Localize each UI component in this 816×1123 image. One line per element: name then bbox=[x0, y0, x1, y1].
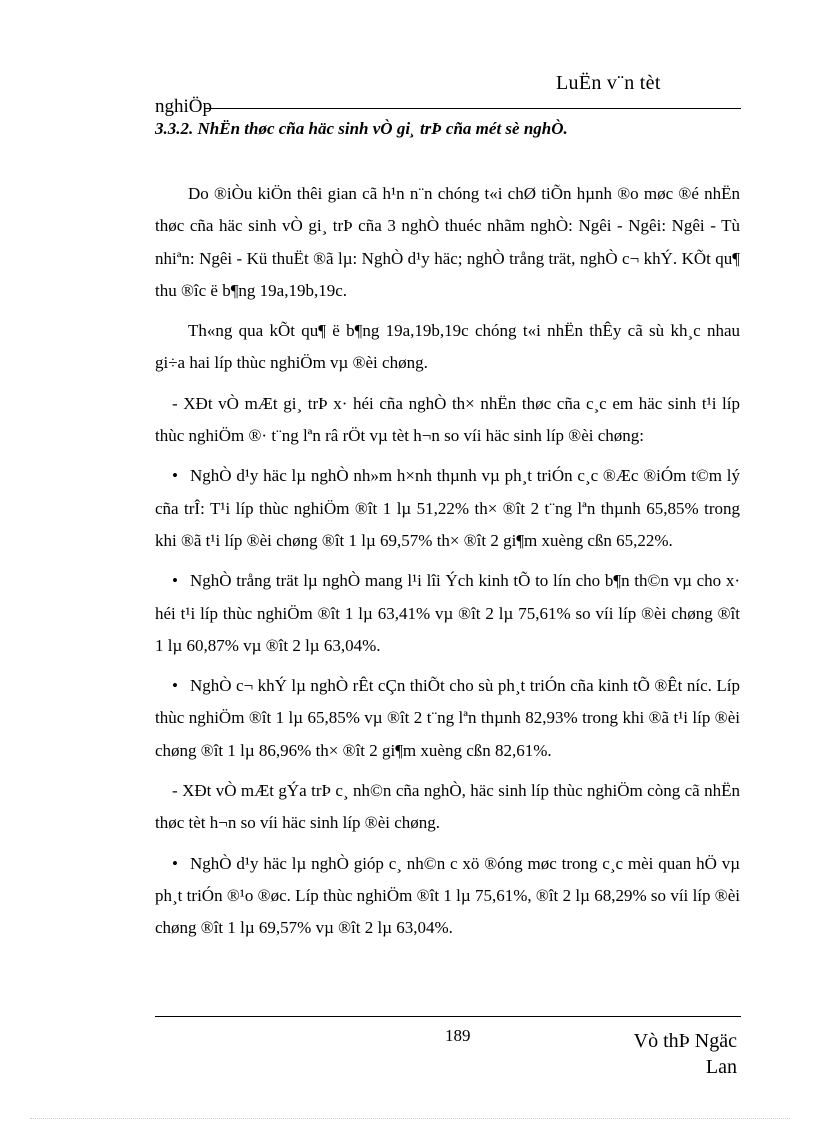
paragraph-1: Do ®iÒu kiÖn thêi gian cã h¹n n¨n chóng t«i chØ tiÕn hµnh ®o møc ®é nhËn thøc cña häc sinh vÒ gi¸ trÞ cña 3 nghÒ thuéc nhãm nghÒ: Ngêi - Ngêi: Ngêi - Tù nhiªn: Ngêi - Kü thuËt ®ã lµ: NghÒ d¹y häc; nghÒ trång trät, nghÒ c¬ khÝ. KÕt qu¶ thu ®îc ë b¶ng 19a,19b,19c. bbox=[155, 184, 740, 300]
bullet-icon: • bbox=[172, 676, 178, 696]
page-bottom-border bbox=[30, 1118, 790, 1119]
header-title: LuËn v¨n tèt bbox=[556, 72, 661, 94]
footer-author: Vò thÞ Ngäc Lan bbox=[633, 1030, 737, 1078]
section-title: 3.3.2. NhËn thøc cña häc sinh vÒ gi¸ trÞ cña mét sè nghÒ. bbox=[155, 119, 568, 138]
page-number: 189 bbox=[445, 1026, 471, 1045]
bullet-paragraph-3 bbox=[155, 670, 740, 767]
body-text bbox=[155, 178, 740, 953]
paragraph-4: - XÐt vÒ mÆt gÝa trÞ c¸ nh©n cña nghÒ, häc sinh líp thùc nghiÖm còng cã nhËn thøc tèt h¬n so víi häc sinh líp ®èi chøng. bbox=[155, 781, 740, 833]
bullet-text: NghÒ trång trät lµ nghÒ mang l¹i lîi Ých kinh tÕ to lín cho b¶n th©n vµ cho x· héi t¹i líp thùc nghiÖm ®ît 1 lµ 63,41% vµ ®ît 2 lµ 75,61% so víi líp ®èi chøng ®ît 1 lµ 60,87% vµ ®ît 2 lµ 63,04%. bbox=[155, 571, 740, 655]
bullet-text: NghÒ c¬ khÝ lµ nghÒ rÊt cÇn thiÕt cho sù ph¸t triÓn cña kinh tÕ ®Êt níc. Líp thùc nghiÖm ®ît 1 lµ 65,85% vµ ®ît 2 t¨ng lªn thµnh 82,93% trong khi ®ã t¹i líp ®èi chøng ®ît 1 lµ 86,96% th× ®ît 2 gi¶m xuèng cßn 82,61%. bbox=[155, 676, 740, 760]
bullet-icon: • bbox=[172, 853, 178, 873]
bullet-icon: • bbox=[172, 466, 178, 486]
bullet-text: NghÒ d¹y häc lµ nghÒ nh»m h×nh thµnh vµ ph¸t triÓn c¸c ®Æc ®iÓm t©m lý cña trÎ: T¹i líp thùc nghiÖm ®ît 1 lµ 51,22% th× ®ît 2 t¨ng lªn thµnh 65,85% trong khi ®ã t¹i líp ®èi chøng ®ît 1 lµ 69,57% th× ®ît 2 gi¶m xuèng cßn 65,22%. bbox=[155, 466, 740, 550]
bullet-paragraph-4 bbox=[155, 848, 740, 945]
paragraph-2: Th«ng qua kÕt qu¶ ë b¶ng 19a,19b,19c chóng t«i nhËn thÊy cã sù kh¸c nhau gi÷a hai líp thùc nghiÖm vµ ®èi chøng. bbox=[155, 321, 740, 373]
paragraph-3: - XÐt vÒ mÆt gi¸ trÞ x· héi cña nghÒ th× nhËn thøc cña c¸c em häc sinh t¹i líp thùc nghiÖm ®· t¨ng lªn râ rÖt vµ tèt h¬n so víi häc sinh líp ®èi chøng: bbox=[155, 393, 740, 446]
bullet-paragraph-1 bbox=[155, 460, 740, 557]
header-continuation: nghiÖp bbox=[155, 96, 212, 117]
bullet-text: NghÒ d¹y häc lµ nghÒ gióp c¸ nh©n c xö ®óng møc trong c¸c mèi quan hÖ vµ ph¸t triÓn ®¹o ®øc. Líp thùc nghiÖm ®ît 1 lµ 75,61%, ®ît 2 lµ 68,29% so víi líp ®èi chøng ®ît 1 lµ 69,57% vµ ®ît 2 lµ 63,04%. bbox=[155, 853, 740, 938]
footer-rule bbox=[155, 1016, 741, 1017]
bullet-paragraph-2 bbox=[155, 565, 740, 662]
bullet-icon: • bbox=[172, 571, 178, 591]
header-rule bbox=[205, 108, 741, 109]
